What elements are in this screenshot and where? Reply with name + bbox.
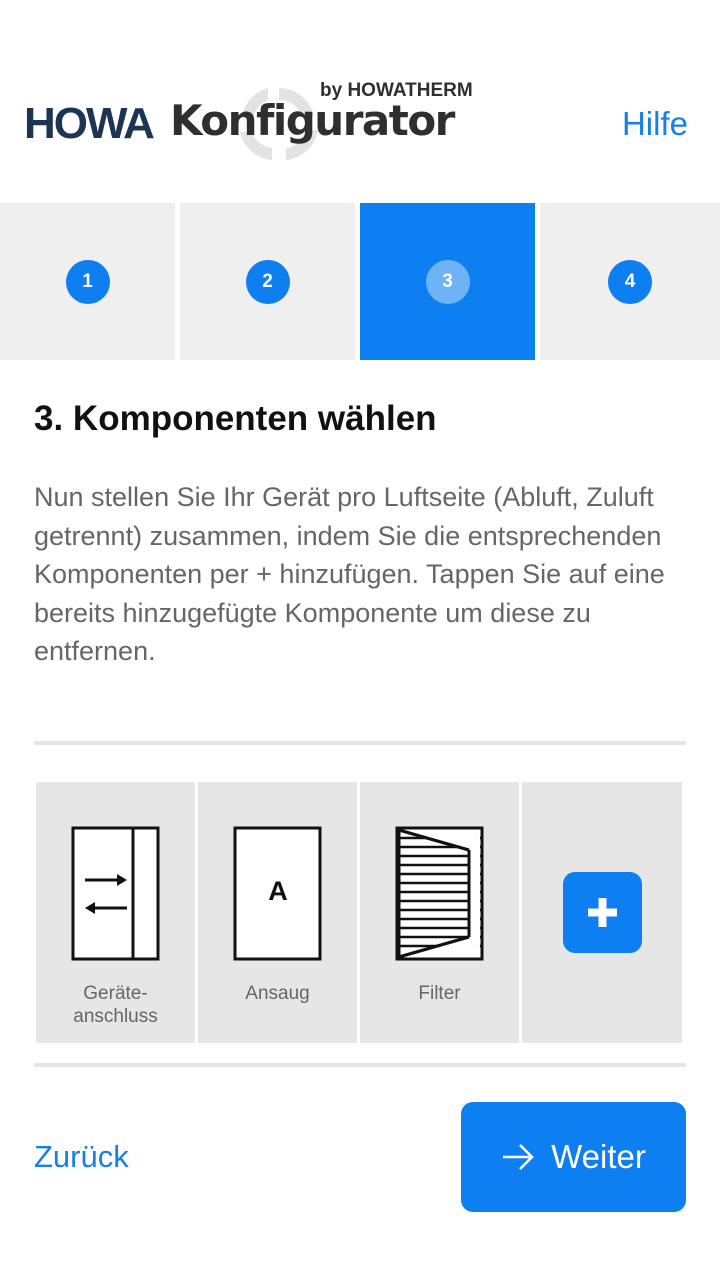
instructions-text: Nun stellen Sie Ihr Gerät pro Luftseite (Abluft, Zuluft getrennt) zusammen, indem Sie die entsprechenden Komponenten per + hinzufügen. Tappen Sie auf eine bereits hinzugefügte Komponente um diese zu entfernen.: [34, 482, 665, 666]
plus-icon: [563, 872, 642, 953]
step-number-badge: 1: [66, 260, 110, 304]
intake-icon: [233, 826, 323, 962]
step-number-badge: 2: [246, 260, 290, 304]
divider-bottom: [34, 1063, 686, 1067]
arrow-right-icon: [501, 1143, 535, 1171]
step-4-tab[interactable]: [540, 203, 720, 360]
step-number-badge: 3: [426, 260, 470, 304]
divider-top: [34, 741, 686, 745]
logo-byline-text: by HOWATHERM: [320, 80, 473, 101]
help-link[interactable]: Hilfe: [621, 105, 688, 142]
step-3-tab-active[interactable]: [360, 203, 535, 360]
page-title: 3. Komponenten wählen: [34, 399, 437, 438]
step-number-badge: 4: [608, 260, 652, 304]
device-connection-icon: [71, 826, 161, 962]
step-indicator: [0, 203, 720, 360]
logo-brand-text: HOWA: [24, 99, 153, 148]
intake-icon-letter: A: [268, 876, 288, 906]
next-button-label: Weiter: [551, 1138, 646, 1175]
back-link[interactable]: Zurück: [34, 1139, 129, 1174]
component-tile-filter[interactable]: [360, 782, 519, 1043]
component-tile-ansaug[interactable]: [198, 782, 357, 1043]
logo-product-text: Konfigurator: [170, 96, 454, 145]
howa-konfigurator-logo: [24, 78, 484, 168]
add-component-button[interactable]: [563, 872, 642, 953]
app-header: [0, 0, 720, 200]
next-button[interactable]: [461, 1102, 686, 1212]
step-2-tab[interactable]: [180, 203, 355, 360]
component-tile-geraeteanschluss[interactable]: [36, 782, 195, 1043]
add-component-tile: [522, 782, 682, 1043]
component-list: [36, 782, 682, 1043]
component-label: Filter: [418, 983, 461, 1004]
component-label: Geräte- anschluss: [73, 983, 158, 1027]
filter-icon: [395, 826, 485, 962]
step-1-tab[interactable]: [0, 203, 175, 360]
component-label: Ansaug: [245, 983, 310, 1004]
